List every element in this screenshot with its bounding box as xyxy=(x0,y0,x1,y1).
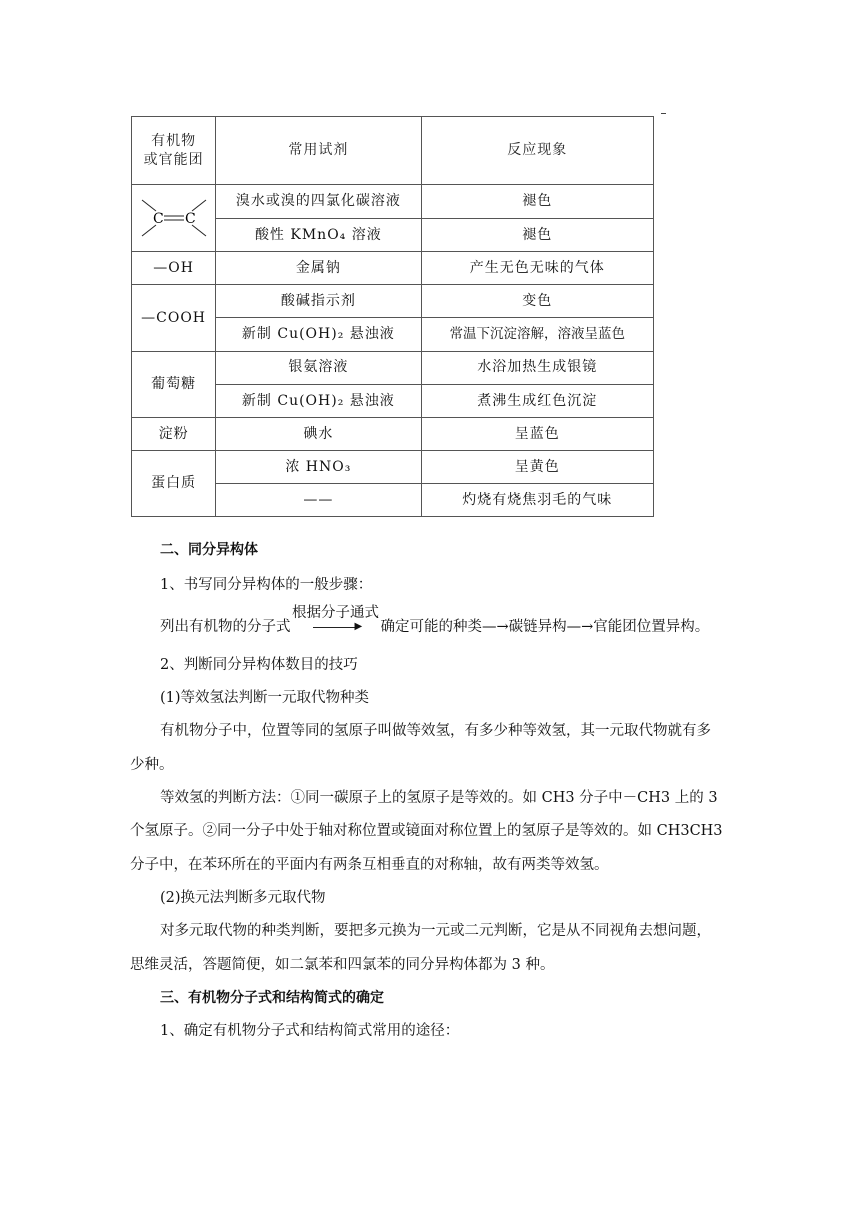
group-cell-hydroxyl: —OH xyxy=(132,252,216,285)
header-phenomenon: 反应现象 xyxy=(421,117,653,185)
group-cell-protein: 蛋白质 xyxy=(132,450,216,516)
paragraph: 少种。 xyxy=(130,757,174,773)
paragraph: 2、判断同分异构体数目的技巧 xyxy=(160,657,358,673)
table-header-row xyxy=(132,117,654,185)
paragraph: 1、确定有机物分子式和结构简式常用的途径： xyxy=(160,1023,460,1039)
phenomenon-cell: 常温下沉淀溶解，溶液呈蓝色 xyxy=(421,318,653,351)
paragraph: 思维灵活，答题简便，如二氯苯和四氯苯的同分异构体都为 3 种。 xyxy=(130,957,555,973)
arrow-line xyxy=(313,627,359,628)
table-row xyxy=(132,417,654,450)
phenomenon-cell: 褪色 xyxy=(421,185,653,219)
reagent-cell: 酸碱指示剂 xyxy=(216,285,421,318)
arrow-suffix-text: 确定可能的种类—→碳链异构—→官能团位置异构。 xyxy=(380,619,710,635)
arrow-prefix-text: 列出有机物的分子式 xyxy=(160,619,291,635)
phenomenon-cell: 产生无色无味的气体 xyxy=(421,252,653,285)
alkene-structure-icon xyxy=(132,185,216,251)
reagent-cell: 碘水 xyxy=(216,417,421,450)
section-heading-isomers: 二、同分异构体 xyxy=(160,542,258,558)
phenomenon-cell: 呈蓝色 xyxy=(421,417,653,450)
phenomenon-cell: 灼烧有烧焦羽毛的气味 xyxy=(421,483,653,516)
reagent-cell: 新制 Cu(OH)₂ 悬浊液 xyxy=(216,384,421,417)
svg-text:C: C xyxy=(185,211,197,228)
header-reagent: 常用试剂 xyxy=(216,117,421,185)
paragraph: (2)换元法判断多元取代物 xyxy=(160,890,326,906)
table-row xyxy=(132,185,654,219)
paragraph: 有机物分子中，位置等同的氢原子叫做等效氢，有多少种等效氢，其一元取代物就有多 xyxy=(160,723,711,739)
reagent-cell: —— xyxy=(216,483,421,516)
reaction-arrow xyxy=(291,605,381,638)
arrow-head-icon: ▶ xyxy=(354,621,363,632)
functional-group-test-table xyxy=(131,116,654,517)
group-cell-alkene xyxy=(132,185,216,252)
page-corner-mark xyxy=(661,113,666,114)
svg-text:C: C xyxy=(153,211,165,228)
group-cell-glucose: 葡萄糖 xyxy=(132,351,216,417)
table-row xyxy=(132,252,654,285)
reagent-cell: 新制 Cu(OH)₂ 悬浊液 xyxy=(216,318,421,351)
phenomenon-cell: 煮沸生成红色沉淀 xyxy=(421,384,653,417)
section-heading-formula: 三、有机物分子式和结构简式的确定 xyxy=(160,990,384,1006)
paragraph: (1)等效氢法判断一元取代物种类 xyxy=(160,690,370,706)
reagent-cell: 溴水或溴的四氯化碳溶液 xyxy=(216,185,421,219)
reagent-cell: 酸性 KMnO₄ 溶液 xyxy=(216,218,421,252)
group-cell-starch: 淀粉 xyxy=(132,417,216,450)
reagent-cell: 银氨溶液 xyxy=(216,351,421,384)
table-row xyxy=(132,450,654,483)
reagent-cell: 浓 HNO₃ xyxy=(216,450,421,483)
paragraph: 等效氢的判断方法：①同一碳原子上的氢原子是等效的。如 CH3 分子中－CH3 上的 3 xyxy=(160,790,718,806)
phenomenon-cell: 褪色 xyxy=(421,218,653,252)
table-row xyxy=(132,351,654,384)
header-organic-group: 有机物 或官能团 xyxy=(132,117,216,185)
arrow-label: 根据分子通式 xyxy=(292,605,379,621)
phenomenon-cell: 呈黄色 xyxy=(421,450,653,483)
phenomenon-cell: 水浴加热生成银镜 xyxy=(421,351,653,384)
table-row xyxy=(132,285,654,318)
phenomenon-cell: 变色 xyxy=(421,285,653,318)
group-cell-carboxyl: —COOH xyxy=(132,285,216,351)
paragraph: 分子中，在苯环所在的平面内有两条互相垂直的对称轴，故有两类等效氢。 xyxy=(130,857,609,873)
paragraph: 对多元取代物的种类判断，要把多元换为一元或二元判断，它是从不同视角去想问题， xyxy=(160,923,711,939)
paragraph: 1、书写同分异构体的一般步骤： xyxy=(160,577,373,593)
reagent-cell: 金属钠 xyxy=(216,252,421,285)
paragraph: 个氢原子。②同一分子中处于轴对称位置或镜面对称位置上的氢原子是等效的。如 CH3CH3 xyxy=(130,823,723,839)
paragraph-with-arrow xyxy=(160,605,710,638)
